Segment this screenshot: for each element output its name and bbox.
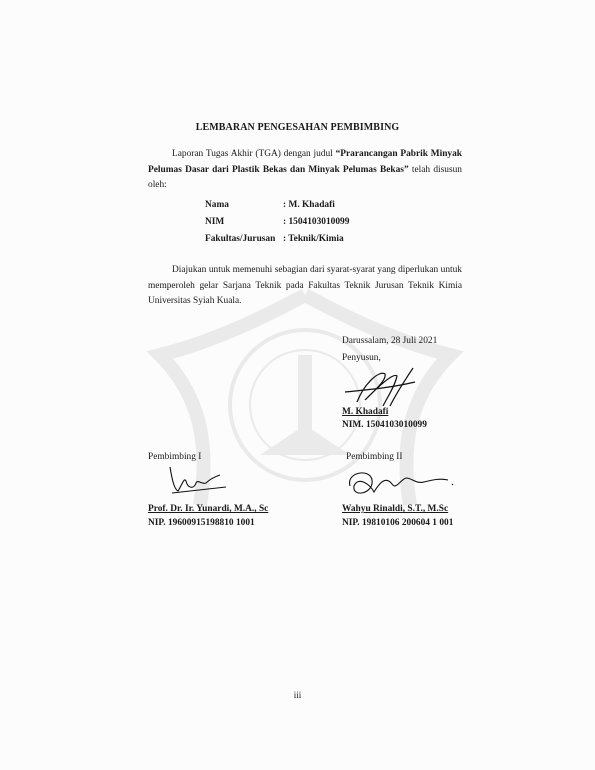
supervisor-2-name: Wahyu Rinaldi, S.T., M.Sc	[342, 504, 449, 514]
identity-value: : Teknik/Kimia	[283, 234, 344, 244]
supervisor-2-nip: NIP. 19810106 200604 1 001	[342, 518, 454, 528]
identity-label: Fakultas/Jurusan	[205, 234, 276, 244]
intro-suffix: telah disusun oleh:	[148, 164, 462, 190]
author-nim: NIM. 1504103010099	[342, 420, 427, 430]
supervisor-2-signature	[340, 464, 460, 504]
supervisor-2-role: Pembimbing II	[346, 452, 403, 462]
purpose-text: Diajukan untuk memenuhi sebagian dari syarat-syarat yang diperlukan untuk memperoleh gelar Sarjana Teknik pada Fakultas Teknik Jurusan Teknik Kimia Universitas Syiah Kuala.	[148, 265, 462, 306]
supervisor-1-nip: NIP. 19600915198810 1001	[148, 518, 255, 528]
identity-table	[205, 200, 349, 251]
place-date: Darussalam, 28 Juli 2021	[342, 336, 438, 346]
author-name: M. Khadafi	[342, 407, 389, 417]
page-title: LEMBARAN PENGESAHAN PEMBIMBING	[195, 122, 400, 133]
supervisor-1-signature	[164, 461, 234, 497]
identity-row-nim	[205, 217, 349, 234]
intro-prefix: Laporan Tugas Akhir (TGA) dengan judul	[172, 149, 336, 159]
thesis-title: “Prarancangan Pabrik Minyak Pelumas Dasar dari Plastik Bekas dan Minyak Pelumas Bekas”	[148, 149, 462, 175]
page-number: iii	[293, 690, 302, 700]
author-role: Penyusun,	[342, 353, 381, 363]
supervisor-1-role: Pembimbing I	[148, 452, 202, 462]
identity-value: : 1504103010099	[283, 217, 350, 227]
intro-paragraph	[148, 147, 462, 194]
supervisor-1-name: Prof. Dr. Ir. Yunardi, M.A., Sc	[148, 504, 269, 514]
purpose-paragraph	[148, 263, 462, 310]
identity-row-faculty	[205, 234, 349, 251]
identity-label: Nama	[205, 200, 229, 210]
author-signature	[335, 362, 425, 412]
identity-label: NIM	[205, 217, 225, 227]
identity-value: : M. Khadafi	[283, 200, 335, 210]
identity-row-name	[205, 200, 349, 217]
